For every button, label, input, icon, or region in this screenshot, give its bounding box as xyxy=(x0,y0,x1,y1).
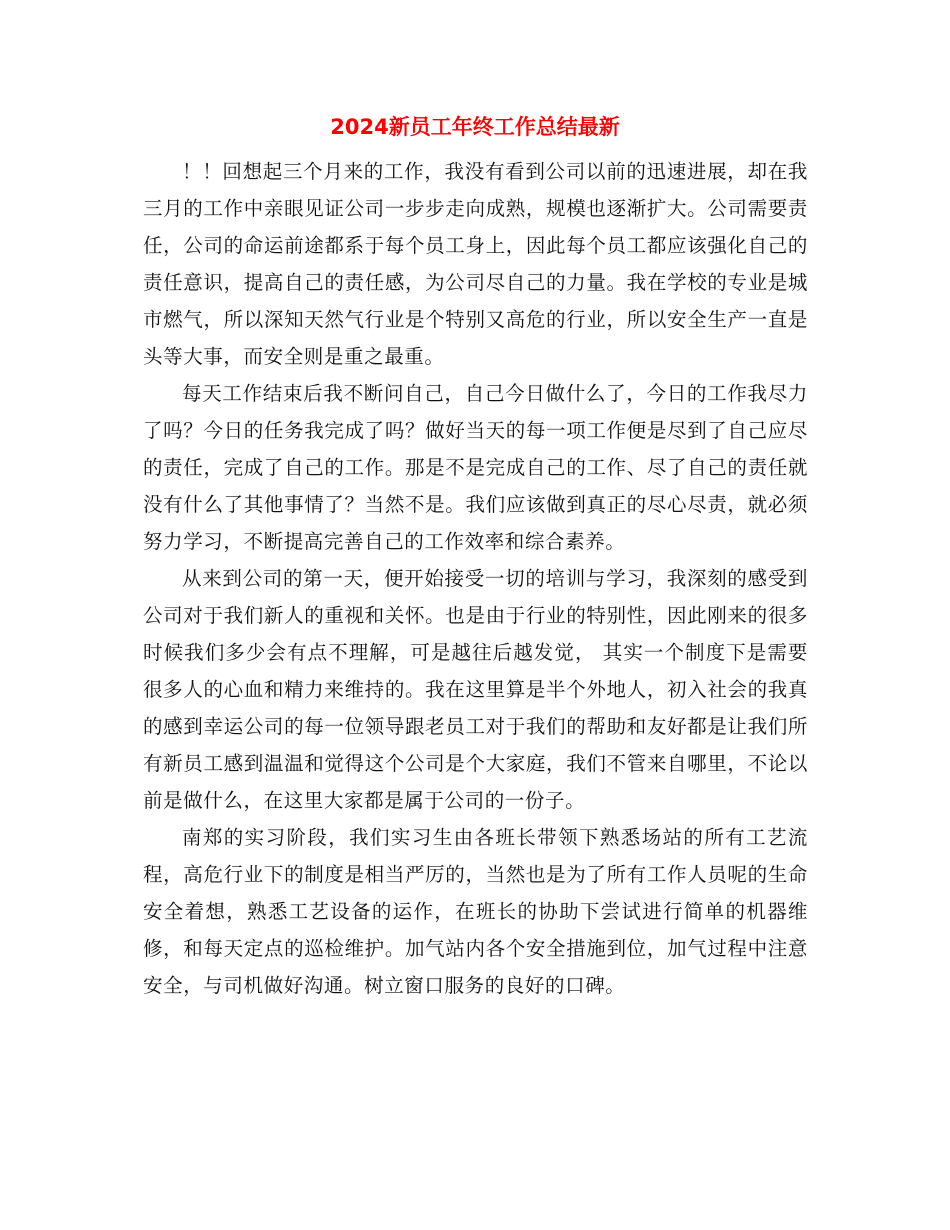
paragraph-4: 南郑的实习阶段，我们实习生由各班长带领下熟悉场站的所有工艺流程，高危行业下的制度是相当严厉的，当然也是为了所有工作人员呢的生命安全着想，熟悉工艺设备的运作，在班长的协助下尝试进行简单的机器维修，和每天定点的巡检维护。加气站内各个安全措施到位，加气过程中注意安全，与司机做好沟通。树立窗口服务的良好的口碑。 xyxy=(143,826,808,997)
paragraph-3: 从来到公司的第一天，便开始接受一切的培训与学习，我深刻的感受到公司对于我们新人的重视和关怀。也是由于行业的特别性，因此刚来的很多时候我们多少会有点不理解，可是越往后越发觉， 其实一个制度下是需要很多人的心血和精力来维持的。我在这里算是半个外地人，初入社会的我真的感到幸运公司的每一位领导跟老员工对于我们的帮助和友好都是让我们所有新员工感到温温和觉得这个公司是个大家庭，我们不管来自哪里，不论以前是做什么，在这里大家都是属于公司的一份子。 xyxy=(143,567,808,812)
document-body xyxy=(143,153,808,1004)
paragraph-1: ！！回想起三个月来的工作，我没有看到公司以前的迅速进展，却在我三月的工作中亲眼见证公司一步步走向成熟，规模也逐渐扩大。公司需要责任，公司的命运前途都系于每个员工身上，因此每个员工都应该强化自己的责任意识，提高自己的责任感，为公司尽自己的力量。我在学校的专业是城市燃气，所以深知天然气行业是个特别又高危的行业，所以安全生产一直是头等大事，而安全则是重之最重。 xyxy=(143,160,808,368)
document-title: 2024新员工年终工作总结最新 xyxy=(330,115,620,139)
paragraph-2: 每天工作结束后我不断问自己，自己今日做什么了，今日的工作我尽力了吗？今日的任务我完成了吗？做好当天的每一项工作便是尽到了自己应尽的责任，完成了自己的工作。那是不是完成自己的工作、尽了自己的责任就没有什么了其他事情了？当然不是。我们应该做到真正的尽心尽责，就必须努力学习，不断提高完善自己的工作效率和综合素养。 xyxy=(143,382,808,553)
